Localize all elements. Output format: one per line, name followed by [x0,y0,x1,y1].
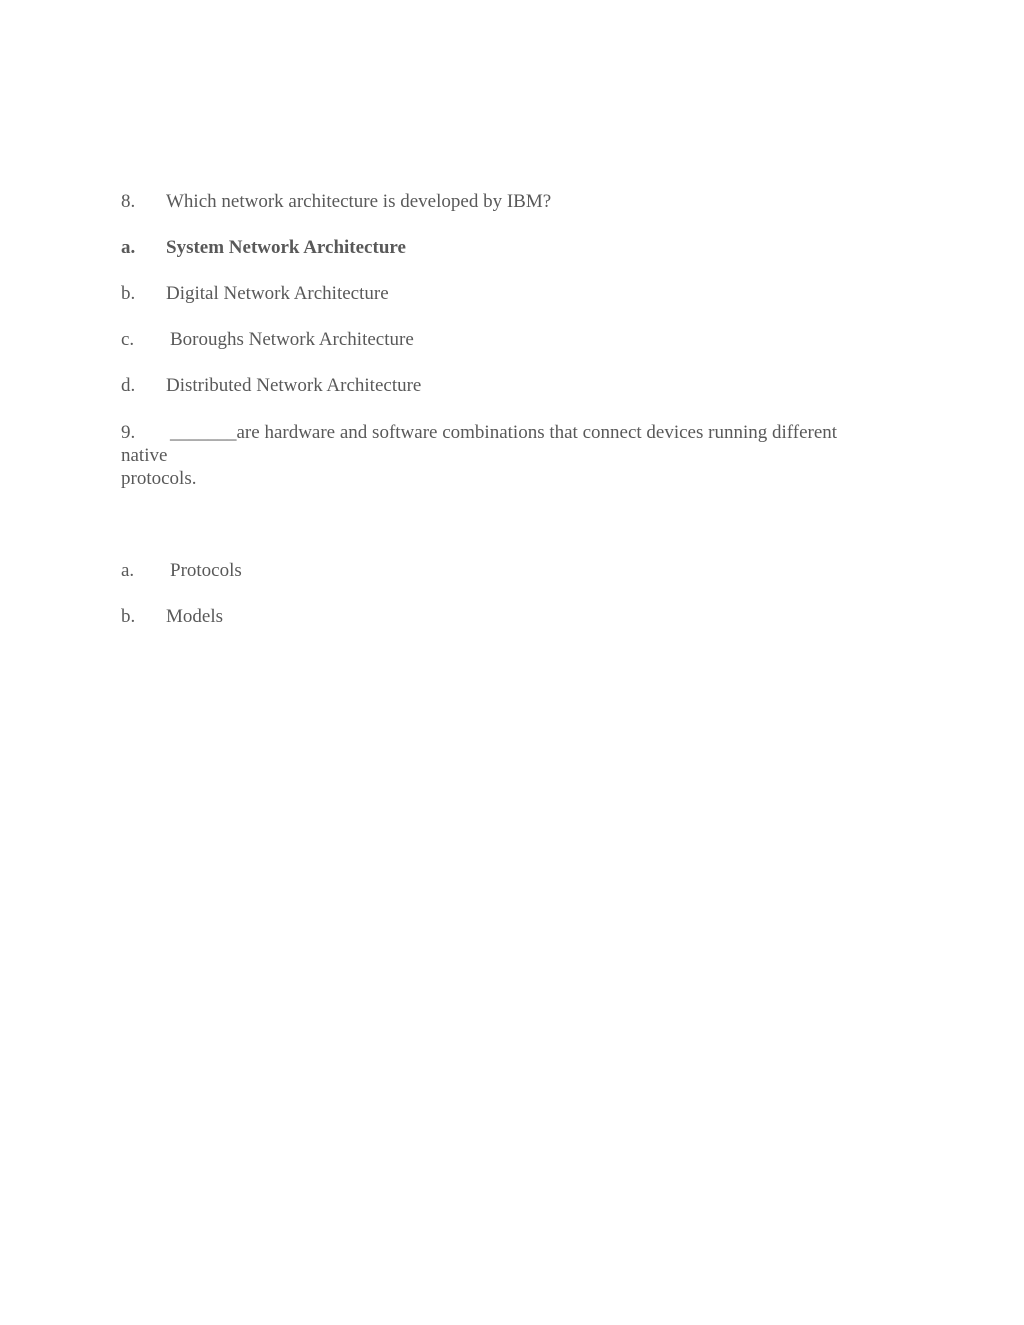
option-a-correct [121,236,406,260]
question-number: 9. [121,422,136,443]
question-text-line-1: _______are hardware and software combinations that connect devices running different [170,422,838,443]
option-letter: a. [121,237,136,258]
option-letter: d. [121,375,136,396]
option-letter: b. [121,606,136,627]
option-text: Digital Network Architecture [166,283,389,304]
option-text: Protocols [170,560,242,581]
option-text: System Network Architecture [166,237,406,258]
question-9-line-2: native [121,445,168,466]
question-number: 8. [121,191,136,212]
option-b [121,282,389,306]
option-c [121,328,414,352]
question-8 [121,190,551,214]
question-9-line-1 [121,421,837,445]
option-text: Boroughs Network Architecture [170,329,414,350]
question-text: Which network architecture is developed by IBM? [166,191,552,212]
option-text: Distributed Network Architecture [166,375,422,396]
option-letter: b. [121,283,136,304]
option-text: Models [166,606,223,627]
option-letter: c. [121,329,135,350]
option-a [121,559,242,583]
question-9-line-3: protocols. [121,468,197,489]
option-letter: a. [121,560,135,581]
option-d [121,374,421,398]
option-b [121,605,223,629]
